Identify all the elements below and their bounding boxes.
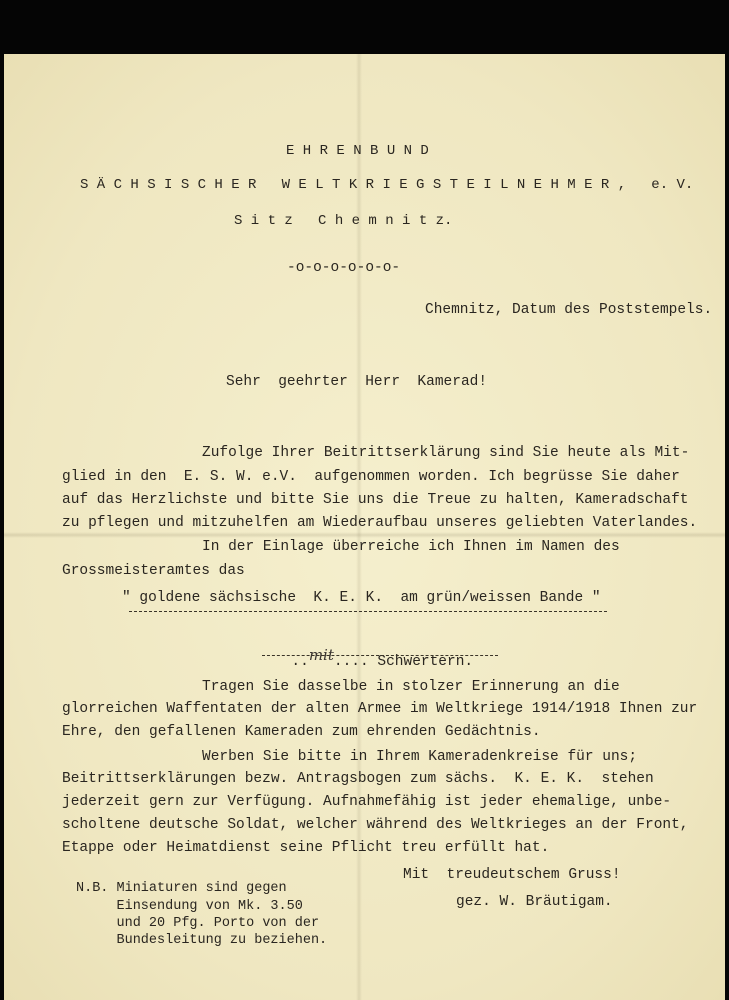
body-line: Beitrittserklärungen bezw. Antragsbogen zum sächs. K. E. K. stehen (62, 771, 654, 787)
body-line: Tragen Sie dasselbe in stolzer Erinnerung an die (202, 679, 620, 695)
organization-name: E H R E N B U N D (286, 143, 429, 159)
body-line: jederzeit gern zur Verfügung. Aufnahmefähig ist jeder ehemalige, unbe- (62, 794, 672, 810)
body-line: scholtene deutsche Soldat, welcher während des Weltkrieges an der Front, (62, 817, 689, 833)
date-line: Chemnitz, Datum des Poststempels. (425, 302, 713, 318)
organization-seat: S i t z C h e m n i t z. (234, 213, 453, 229)
body-line: glorreichen Waffentaten der alten Armee im Weltkriege 1914/1918 Ihnen zur (62, 701, 698, 717)
award-line: " goldene sächsische K. E. K. am grün/weissen Bande " (122, 590, 601, 606)
award-underline (129, 611, 607, 612)
body-line: Grossmeisteramtes das (62, 563, 245, 579)
body-line: Werben Sie bitte in Ihrem Kameradenkreise für uns; (202, 749, 638, 765)
header-separator: -o-o-o-o-o-o- (287, 260, 401, 276)
organization-full-name: S Ä C H S I S C H E R W E L T K R I E G S T E I L N E H M E R , e. V. (80, 177, 694, 193)
body-line: zu pflegen und mitzuhelfen am Wiederaufbau unseres geliebten Vaterlandes. (62, 515, 698, 531)
swords-line (274, 633, 473, 671)
note-line: und 20 Pfg. Porto von der (76, 916, 320, 931)
signature: gez. W. Bräutigam. (456, 894, 613, 910)
note-line: Einsendung von Mk. 3.50 (76, 899, 303, 914)
body-line: Zufolge Ihrer Beitrittserklärung sind Sie heute als Mit- (202, 445, 690, 461)
closing-greeting: Mit treudeutschem Gruss! (403, 867, 621, 883)
swords-suffix: .... Schwertern. (333, 654, 474, 670)
swords-underline (262, 655, 498, 656)
body-line: Etappe oder Heimatdienst seine Pflicht treu erfüllt hat. (62, 840, 550, 856)
note-line: Bundesleitung zu beziehen. (76, 933, 328, 948)
handwritten-mit: mit (308, 646, 334, 664)
swords-prefix: .. (291, 654, 309, 670)
body-line: Ehre, den gefallenen Kameraden zum ehrenden Gedächtnis. (62, 724, 541, 740)
body-line: glied in den E. S. W. e.V. aufgenommen worden. Ich begrüsse Sie daher (62, 469, 680, 485)
body-line: In der Einlage überreiche ich Ihnen im Namen des (202, 539, 620, 555)
note-line: N.B. Miniaturen sind gegen (76, 881, 287, 896)
body-line: auf das Herzlichste und bitte Sie uns die Treue zu halten, Kameradschaft (62, 492, 689, 508)
salutation: Sehr geehrter Herr Kamerad! (226, 374, 488, 390)
